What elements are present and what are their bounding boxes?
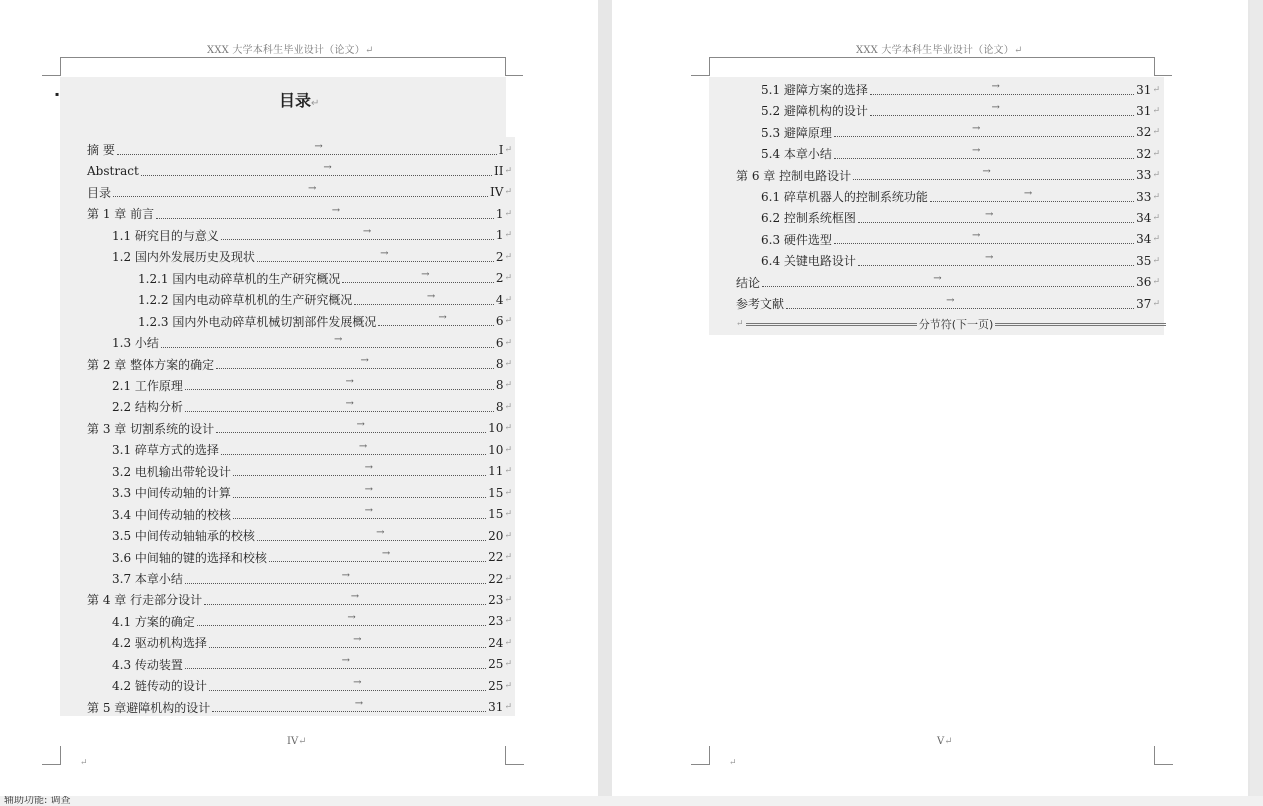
toc-entry-page: 22 xyxy=(488,571,504,586)
tab-mark: → xyxy=(362,226,372,238)
toc-entry-label: 3.5 中间传动轴轴承的校核 xyxy=(112,529,255,544)
paragraph-mark: ↵ xyxy=(1152,105,1160,116)
toc-entry-page: 31 xyxy=(1136,82,1152,97)
tab-mark: → xyxy=(982,166,991,178)
paragraph-mark: ↵ xyxy=(504,530,512,541)
toc-entry-page: 1 xyxy=(495,206,504,221)
dot-leader xyxy=(185,397,494,412)
toc-entry-page: 4 xyxy=(495,292,504,307)
toc-entry[interactable] xyxy=(87,354,512,375)
tab-mark: → xyxy=(347,612,356,624)
paragraph-mark: ↵ xyxy=(504,316,512,327)
toc-entry[interactable] xyxy=(87,203,512,224)
dot-leader xyxy=(212,698,486,712)
toc-entry-label: 第 5 章避障机构的设计 xyxy=(87,700,211,715)
toc-entry-page: 6 xyxy=(495,335,504,350)
header-rule xyxy=(505,75,523,76)
paragraph-mark: ↵ xyxy=(504,466,512,477)
toc-entry-label: 6.3 硬件选型 xyxy=(761,232,832,247)
page-header-text: XXX 大学本科生毕业设计（论文）↵ xyxy=(207,45,374,56)
paragraph-mark: ↵ xyxy=(1152,191,1160,202)
paragraph-mark: ↵ xyxy=(1152,127,1160,138)
tab-mark: → xyxy=(353,676,362,688)
dot-leader xyxy=(233,462,486,476)
toc-entry-label: 第 3 章 切割系统的设计 xyxy=(87,421,215,436)
dot-leader xyxy=(858,208,1134,223)
status-bar xyxy=(0,796,1263,806)
toc-entry-page: 33 xyxy=(1136,168,1152,183)
paragraph-mark: ↵ xyxy=(1152,298,1160,309)
toc-entry-label: 6.4 关键电路设计 xyxy=(761,254,856,269)
tab-mark: → xyxy=(380,247,389,259)
paragraph-mark: ↵ xyxy=(504,208,512,219)
tab-mark: → xyxy=(345,397,354,409)
toc-entry[interactable] xyxy=(761,79,1160,100)
header-rule xyxy=(1154,75,1172,76)
toc-entry[interactable] xyxy=(112,675,512,696)
tab-mark: → xyxy=(376,526,385,538)
dot-leader xyxy=(221,226,494,240)
paragraph-mark: ↵ xyxy=(504,552,512,563)
paragraph-mark: ↵ xyxy=(504,337,512,348)
toc-entry[interactable] xyxy=(761,207,1160,228)
tab-mark: → xyxy=(972,123,981,135)
toc-entry-label: 1.2.2 国内电动碎草机机的生产研究概况 xyxy=(138,293,353,308)
document-page-1[interactable] xyxy=(0,0,598,796)
paragraph-mark: ↵ xyxy=(504,444,512,455)
page-number: V↵ xyxy=(937,736,953,747)
tab-mark: → xyxy=(341,569,350,581)
toc-entry[interactable] xyxy=(112,654,512,675)
dot-leader xyxy=(257,526,486,541)
tab-mark: → xyxy=(308,183,317,195)
toc-entry-page: 32 xyxy=(1136,146,1152,161)
toc-entry[interactable] xyxy=(761,100,1160,121)
toc-entry[interactable] xyxy=(112,461,512,482)
toc-entry-label: 1.1 研究目的与意义 xyxy=(112,228,219,243)
toc-entry-label: 2.2 结构分析 xyxy=(112,400,183,415)
toc-entry[interactable] xyxy=(112,525,512,546)
tab-mark: → xyxy=(360,355,369,366)
toc-entry-page: 8 xyxy=(495,399,504,414)
dot-leader xyxy=(185,655,486,669)
dot-leader xyxy=(930,187,1134,202)
header-frame xyxy=(709,57,1155,76)
paragraph-mark: ↵ xyxy=(1152,212,1160,223)
crop-mark xyxy=(505,746,524,765)
tab-mark: → xyxy=(323,161,332,173)
dot-leader xyxy=(221,440,486,455)
toc-entry-label: 第 1 章 前言 xyxy=(87,207,155,222)
dot-leader xyxy=(216,355,494,369)
paragraph-mark: ↵ xyxy=(504,144,512,155)
paragraph-mark: ↵ xyxy=(504,273,512,284)
toc-entry-page: 8 xyxy=(495,378,504,393)
toc-entry-label: Abstract xyxy=(87,163,139,178)
toc-entry-label: 3.1 碎草方式的选择 xyxy=(112,443,219,458)
toc-entry-page: 33 xyxy=(1136,189,1152,204)
tab-mark: → xyxy=(314,140,323,152)
toc-entry-page: 25 xyxy=(488,678,504,693)
toc-entry[interactable] xyxy=(112,482,512,503)
paragraph-mark: ↵ xyxy=(504,359,512,369)
crop-mark xyxy=(1154,746,1173,765)
status-text: 辅助功能: 调查 xyxy=(4,796,71,806)
toc-entry[interactable] xyxy=(112,396,512,417)
dot-leader xyxy=(378,312,493,326)
dot-leader xyxy=(197,612,486,626)
toc-entry-label: 参考文献 xyxy=(736,297,785,311)
toc-entry-page: 24 xyxy=(488,635,504,650)
toc-entry-label: 3.4 中间传动轴的校核 xyxy=(112,507,231,522)
tab-mark: → xyxy=(426,290,436,302)
toc-entry-page: 23 xyxy=(488,592,504,607)
toc-entry[interactable] xyxy=(87,589,512,610)
paragraph-mark: ↵ xyxy=(504,294,512,305)
toc-title: 目录↵ xyxy=(279,91,320,110)
toc-entry[interactable] xyxy=(761,229,1160,250)
toc-entry[interactable] xyxy=(761,250,1160,271)
section-break: 分节符(下一页) xyxy=(746,318,1166,330)
paragraph-mark: ↵ xyxy=(504,616,512,627)
toc-entry[interactable] xyxy=(87,182,512,203)
dot-leader xyxy=(161,333,494,348)
toc-entry-label: 6.2 控制系统框图 xyxy=(761,211,856,226)
document-page-2[interactable] xyxy=(612,0,1248,796)
toc-entry-label: 3.6 中间轴的键的选择和校核 xyxy=(112,550,267,565)
toc-entry-page: 25 xyxy=(488,657,504,672)
header-frame xyxy=(60,57,506,76)
toc-entry-label: 1.2.3 国内外电动碎草机械切割部件发展概况 xyxy=(138,314,377,329)
toc-entry[interactable] xyxy=(736,272,1160,293)
toc-entry-label: 第 6 章 控制电路设计 xyxy=(736,168,852,183)
toc-entry[interactable] xyxy=(736,293,1160,314)
toc-entry-label: 2.1 工作原理 xyxy=(112,378,183,393)
tab-mark: → xyxy=(933,273,942,285)
dot-leader xyxy=(117,140,497,155)
tab-mark: → xyxy=(345,376,354,388)
toc-entry-label: 5.1 避障方案的选择 xyxy=(761,83,868,97)
toc-entry-label: 1.2.1 国内电动碎草机的生产研究概况 xyxy=(138,271,341,286)
toc-entry-label: 4.2 链传动的设计 xyxy=(112,679,207,694)
toc-entry[interactable] xyxy=(87,697,512,718)
toc-entry-page: 37 xyxy=(1136,296,1152,311)
paragraph-mark: ↵ xyxy=(504,165,512,176)
toc-entry-page: I xyxy=(498,142,504,157)
dot-leader xyxy=(834,123,1134,137)
toc-entry[interactable] xyxy=(112,332,512,353)
crop-mark xyxy=(691,746,710,765)
dot-leader xyxy=(233,483,486,498)
header-rule xyxy=(42,75,60,76)
paragraph-mark: ↵ xyxy=(1152,170,1160,181)
toc-entry[interactable] xyxy=(736,165,1160,186)
bullet-marker: ▪ xyxy=(55,91,60,98)
toc-entry-label: 4.2 驱动机构选择 xyxy=(112,636,207,651)
paragraph-mark: ↵ xyxy=(504,230,512,241)
paragraph-mark: ↵ xyxy=(504,573,512,584)
toc-entry-label: 5.2 避障机构的设计 xyxy=(761,104,868,119)
tab-mark: → xyxy=(438,312,447,324)
toc-entry-page: 36 xyxy=(1136,275,1152,290)
paragraph-mark: ↵ xyxy=(736,319,744,329)
dot-leader xyxy=(342,269,493,283)
paragraph-mark: ↵ xyxy=(504,594,512,605)
toc-entry-label: 第 4 章 行走部分设计 xyxy=(87,593,203,608)
paragraph-mark: ↵ xyxy=(1152,277,1160,288)
paragraph-mark: ↵ xyxy=(504,487,512,498)
paragraph-mark: ↵ xyxy=(504,637,512,648)
toc-entry-page: 20 xyxy=(488,528,504,543)
toc-entry-label: 第 2 章 整体方案的确定 xyxy=(87,357,215,372)
tab-mark: → xyxy=(991,80,1000,92)
dot-leader xyxy=(156,204,494,219)
toc-entry[interactable] xyxy=(87,418,512,439)
tab-mark: → xyxy=(381,548,391,560)
dot-leader xyxy=(858,251,1134,266)
toc-entry-label: 1.3 小结 xyxy=(112,336,159,351)
toc-entry-page: 11 xyxy=(488,464,504,479)
tab-mark: → xyxy=(972,230,981,242)
paragraph-mark: ↵ xyxy=(504,251,512,262)
toc-entry-page: 15 xyxy=(488,485,504,500)
toc-entry[interactable] xyxy=(87,160,512,181)
dot-leader xyxy=(870,101,1134,116)
dot-leader xyxy=(269,548,486,562)
toc-entry-label: 5.4 本章小结 xyxy=(761,147,832,162)
dot-leader xyxy=(204,590,486,605)
page-header-text: XXX 大学本科生毕业设计（论文）↵ xyxy=(856,45,1023,56)
dot-leader xyxy=(113,183,488,197)
toc-entry-page: 31 xyxy=(488,700,504,715)
toc-entry-label: 5.3 避障原理 xyxy=(761,125,832,140)
toc-entry[interactable] xyxy=(761,143,1160,164)
dot-leader xyxy=(209,633,486,648)
dot-leader xyxy=(185,376,494,390)
toc-entry[interactable] xyxy=(138,268,512,289)
tab-mark: → xyxy=(421,269,430,281)
toc-entry[interactable] xyxy=(87,139,512,160)
toc-entry-page: 10 xyxy=(488,421,504,436)
tab-mark: → xyxy=(984,208,994,220)
paragraph-mark: ↵ xyxy=(504,401,512,412)
toc-entry-label: 3.2 电机输出带轮设计 xyxy=(112,464,231,479)
dot-leader xyxy=(834,230,1134,244)
dot-leader xyxy=(185,569,486,584)
paragraph-mark: ↵ xyxy=(1152,148,1160,159)
dot-leader xyxy=(141,161,492,176)
paragraph-mark: ↵ xyxy=(1152,234,1160,245)
toc-entry[interactable] xyxy=(112,246,512,267)
toc-entry[interactable] xyxy=(112,632,512,653)
tab-mark: → xyxy=(334,333,343,345)
tab-mark: → xyxy=(1023,187,1033,199)
dot-leader xyxy=(853,166,1134,180)
toc-entry-label: 1.2 国内外发展历史及现状 xyxy=(112,250,255,265)
toc-entry[interactable] xyxy=(112,611,512,632)
toc-entry-page: IV xyxy=(490,185,504,200)
dot-leader xyxy=(354,290,493,305)
toc-entry-page: 34 xyxy=(1136,210,1152,225)
toc-entry-page: 22 xyxy=(488,550,504,565)
paragraph-mark: ↵ xyxy=(504,380,512,391)
tab-mark: → xyxy=(364,462,373,474)
toc-entry[interactable] xyxy=(112,504,512,525)
dot-leader xyxy=(762,273,1134,287)
toc-entry-label: 摘 要 xyxy=(87,143,115,157)
tab-mark: → xyxy=(354,698,364,710)
dot-leader xyxy=(834,144,1134,159)
tab-mark: → xyxy=(946,294,955,306)
tab-mark: → xyxy=(364,483,373,495)
toc-entry-label: 6.1 碎草机器人的控制系统功能 xyxy=(761,190,928,204)
paragraph-mark: ↵ xyxy=(729,758,737,768)
tab-mark: → xyxy=(358,440,368,452)
toc-entry[interactable] xyxy=(112,375,512,396)
toc-entry-page: 6 xyxy=(495,314,504,329)
paragraph-mark: ↵ xyxy=(504,659,512,670)
toc-entry[interactable] xyxy=(138,311,512,332)
tab-mark: → xyxy=(350,590,360,602)
toc-entry-page: 15 xyxy=(488,507,504,522)
toc-entry-page: 23 xyxy=(488,614,504,629)
toc-entry-label: 结论 xyxy=(736,275,761,290)
dot-leader xyxy=(209,676,486,691)
tab-mark: → xyxy=(341,655,350,667)
toc-entry-page: 35 xyxy=(1136,253,1152,268)
toc-entry-page: 32 xyxy=(1136,125,1152,140)
paragraph-mark: ↵ xyxy=(504,423,512,434)
paragraph-mark: ↵ xyxy=(504,187,512,198)
tab-mark: → xyxy=(984,251,994,263)
toc-entry-label: 4.1 方案的确定 xyxy=(112,614,195,629)
toc-entry-page: 2 xyxy=(495,271,504,286)
dot-leader xyxy=(257,247,494,262)
toc-entry-page: II xyxy=(493,163,504,178)
dot-leader xyxy=(870,80,1134,95)
toc-entry[interactable] xyxy=(112,568,512,589)
toc-entry[interactable] xyxy=(138,289,512,310)
crop-mark xyxy=(42,746,61,765)
tab-mark: → xyxy=(991,101,1000,113)
header-rule xyxy=(691,75,709,76)
toc-entry-page: 10 xyxy=(488,442,504,457)
toc-entry-label: 3.7 本章小结 xyxy=(112,572,183,586)
vertical-scrollbar[interactable] xyxy=(1250,0,1263,796)
page-number: IV↵ xyxy=(287,736,307,747)
toc-entry-page: 8 xyxy=(495,357,504,371)
toc-entry-page: 2 xyxy=(495,249,504,264)
toc-entry-page: 31 xyxy=(1136,103,1152,118)
tab-mark: → xyxy=(353,633,362,645)
toc-entry-label: 4.3 传动装置 xyxy=(112,657,183,672)
toc-entry-page: 1 xyxy=(495,228,504,243)
paragraph-mark: ↵ xyxy=(504,680,512,691)
toc-entry[interactable] xyxy=(112,439,512,460)
toc-entry[interactable] xyxy=(761,186,1160,207)
tab-mark: → xyxy=(364,505,373,517)
tab-mark: → xyxy=(356,419,365,431)
tab-mark: → xyxy=(972,144,981,156)
dot-leader xyxy=(786,294,1134,309)
paragraph-mark: ↵ xyxy=(504,702,512,713)
toc-entry[interactable] xyxy=(761,122,1160,143)
paragraph-mark: ↵ xyxy=(504,509,512,520)
paragraph-mark: ↵ xyxy=(1152,255,1160,266)
paragraph-mark: ↵ xyxy=(1152,84,1160,95)
dot-leader xyxy=(233,505,486,519)
dot-leader xyxy=(216,419,486,433)
toc-entry-label: 3.3 中间传动轴的计算 xyxy=(112,486,231,501)
toc-entry-label: 目录 xyxy=(87,185,112,200)
paragraph-mark: ↵ xyxy=(80,758,88,768)
toc-entry[interactable] xyxy=(112,547,512,568)
toc-entry-page: 34 xyxy=(1136,232,1152,247)
toc-entry[interactable] xyxy=(112,225,512,246)
tab-mark: → xyxy=(331,204,341,216)
